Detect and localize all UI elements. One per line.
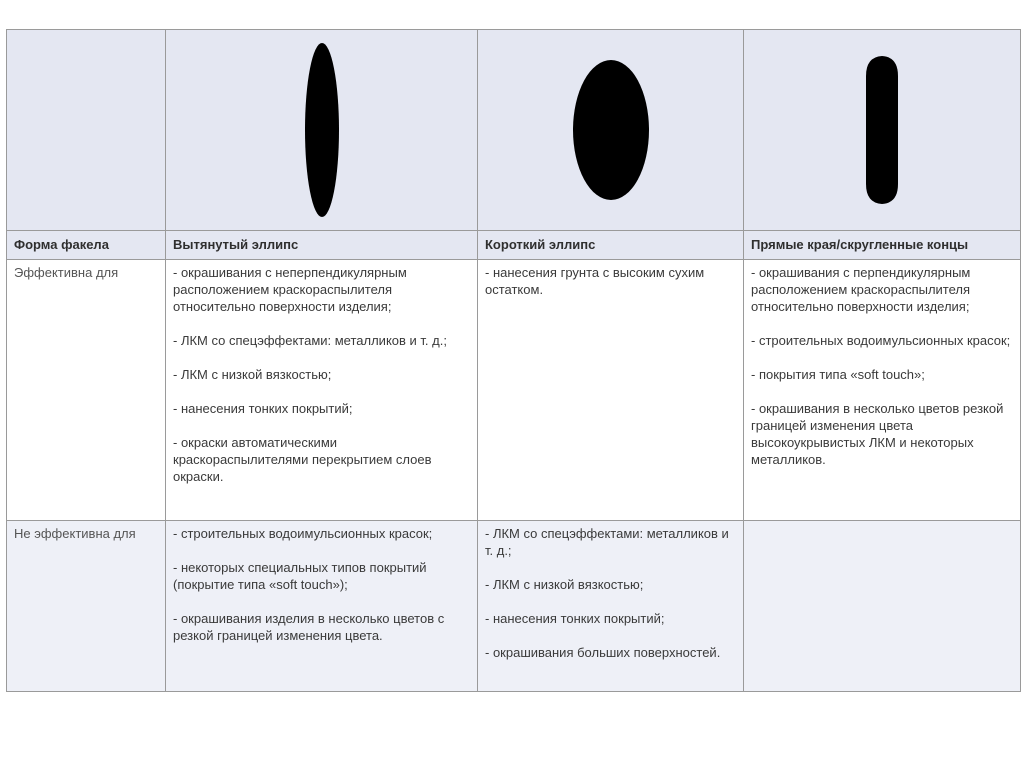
table-cell — [478, 260, 744, 521]
row-label: Не эффективна для — [7, 521, 166, 692]
list-item: - строительных водоимульсионных красок; — [751, 333, 1011, 348]
header-row — [7, 231, 1021, 260]
shape-cell-straight — [744, 30, 1021, 231]
effective-row — [7, 260, 1021, 521]
list-item: - ЛКМ со спецэффектами: металликов и т. д.; — [173, 333, 447, 348]
table-cell — [478, 521, 744, 692]
shape-cell-elongated — [166, 30, 478, 231]
header-cell: Форма факела — [7, 231, 166, 260]
row-label: Эффективна для — [7, 260, 166, 521]
shape-row — [7, 30, 1021, 231]
list-item: - нанесения грунта с высоким сухим остатком. — [485, 265, 705, 297]
list-item: - покрытия типа «soft touch»; — [751, 367, 925, 382]
short-ellipse-shape — [571, 58, 651, 202]
spray-pattern-table — [6, 29, 1021, 692]
table-cell-empty — [744, 521, 1021, 692]
list-item: - строительных водоимульсионных красок; — [173, 526, 433, 541]
list-item: - окрашивания больших поверхностей. — [485, 645, 721, 660]
table-cell — [744, 260, 1021, 521]
shape-cell-short — [478, 30, 744, 231]
header-cell: Короткий эллипс — [478, 231, 744, 260]
straight-edges-rounded-ends-shape — [862, 54, 902, 206]
list-item: - ЛКМ с низкой вязкостью; — [485, 577, 644, 592]
list-item: - окрашивания с неперпендикулярным расположением краскораспылителя относительно поверхности изделия; — [173, 265, 407, 314]
table-cell — [166, 521, 478, 692]
list-item: - ЛКМ с низкой вязкостью; — [173, 367, 332, 382]
header-cell: Вытянутый эллипс — [166, 231, 478, 260]
list-item: - окрашивания с перпендикулярным расположением краскораспылителя относительно поверхности изделия; — [751, 265, 971, 314]
list-item: - окрашивания изделия в несколько цветов с резкой границей изменения цвета. — [173, 611, 445, 643]
shape-cell-empty — [7, 30, 166, 231]
list-item: - нанесения тонких покрытий; — [173, 401, 353, 416]
elongated-ellipse-shape — [302, 42, 342, 218]
list-item: - нанесения тонких покрытий; — [485, 611, 665, 626]
list-item: - ЛКМ со спецэффектами: металликов и т. д.; — [485, 526, 729, 558]
not-effective-row — [7, 521, 1021, 692]
header-cell: Прямые края/скругленные концы — [744, 231, 1021, 260]
list-item: - некоторых специальных типов покрытий (покрытие типа «soft touch»); — [173, 560, 427, 592]
list-item: - окраски автоматическими краскораспылителями перекрытием слоев окраски. — [173, 435, 432, 484]
list-item: - окрашивания в несколько цветов резкой границей изменения цвета высокоукрывистых ЛКМ и некоторых металликов. — [751, 401, 1004, 467]
table-cell — [166, 260, 478, 521]
